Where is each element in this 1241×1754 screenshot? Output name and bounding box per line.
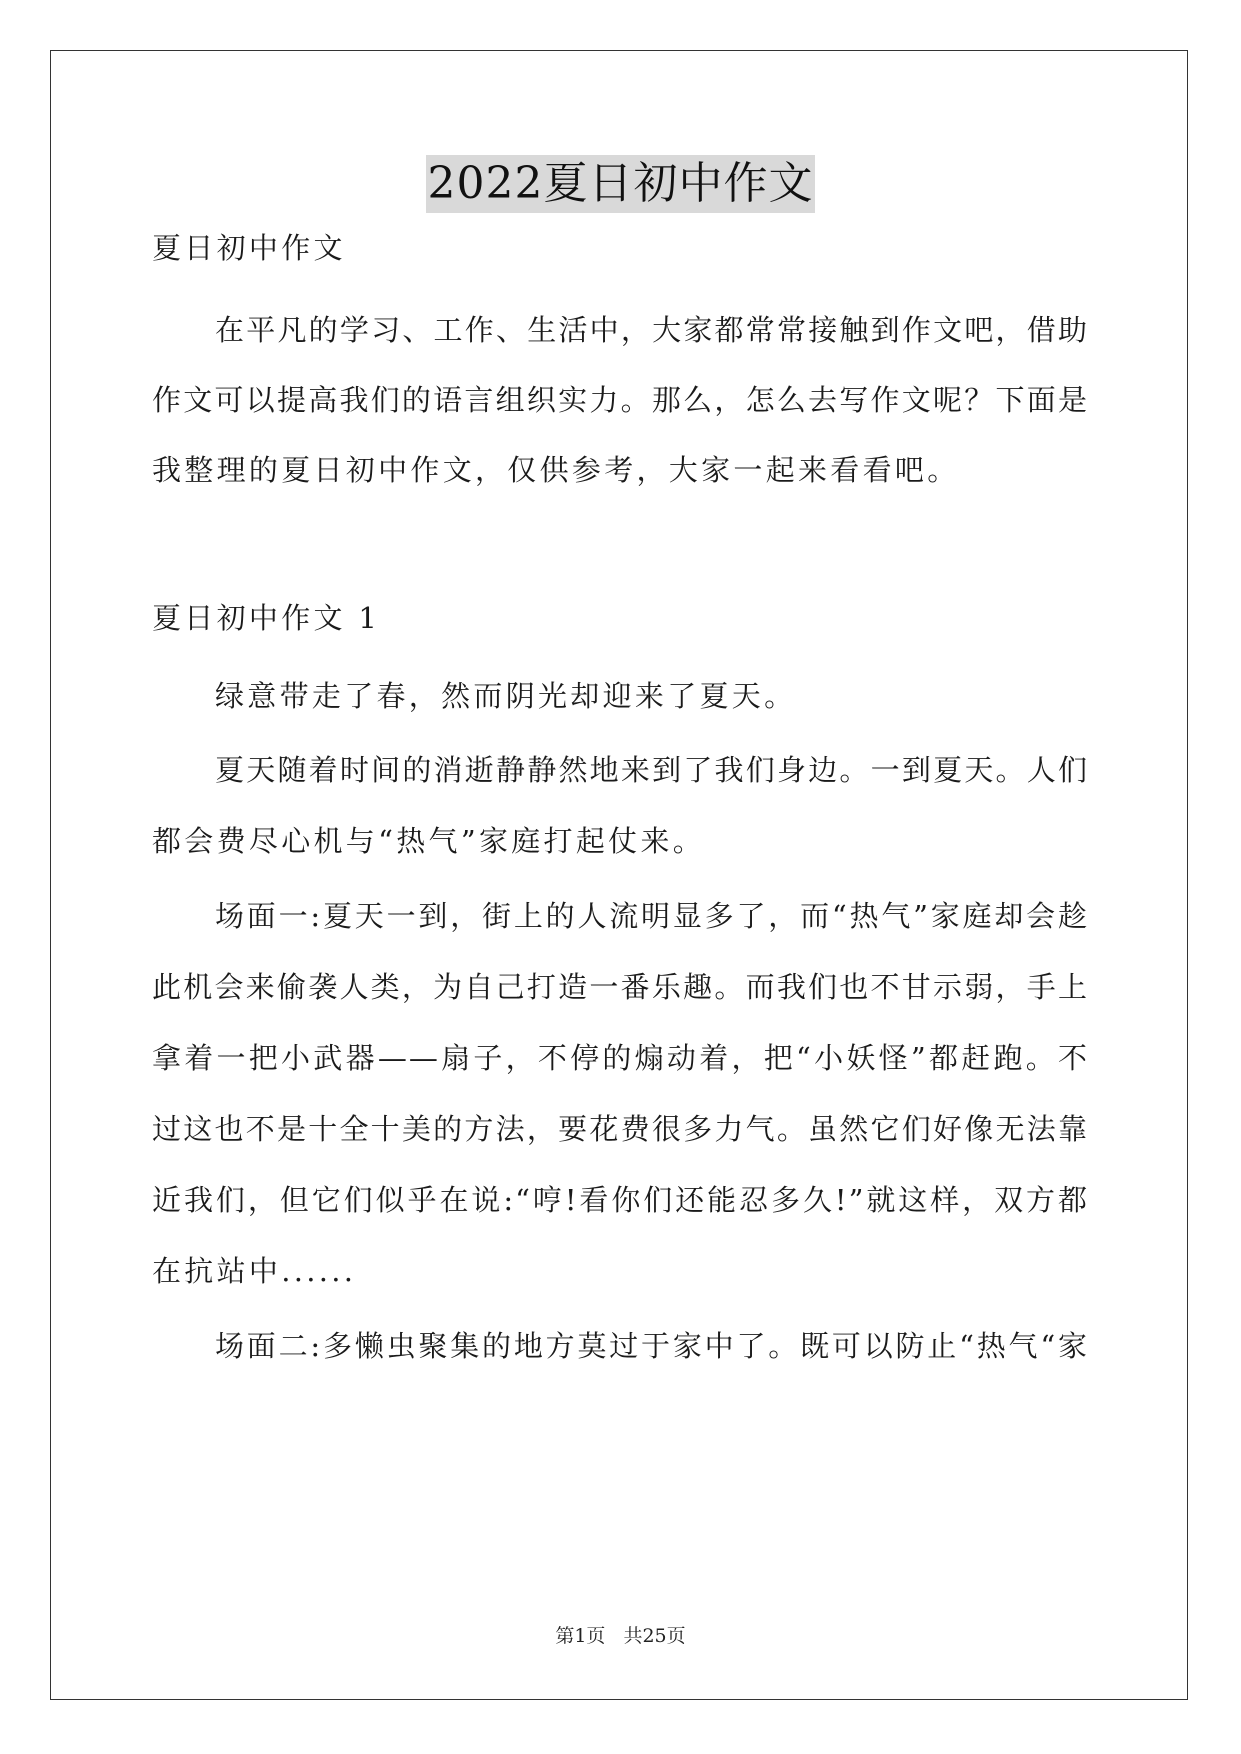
- paragraph-3-line-4: 过这也不是十全十美的方法，要花费很多力气。虽然它们好像无法靠: [152, 1112, 1089, 1146]
- paragraph-3-line-5: 近我们，但它们似乎在说:“哼!看你们还能忍多久!”就这样，双方都: [152, 1183, 1089, 1217]
- paragraph-1: 绿意带走了春，然而阴光却迎来了夏天。: [215, 679, 797, 713]
- paragraph-3-line-6: 在抗站中......: [152, 1254, 357, 1288]
- page-footer: [0, 1624, 1241, 1648]
- intro-line-3: 我整理的夏日初中作文，仅供参考，大家一起来看看吧。: [152, 453, 960, 487]
- intro-line-2: 作文可以提高我们的语言组织实力。那么，怎么去写作文呢？下面是: [152, 383, 1089, 417]
- paragraph-4-line-1: 场面二:多懒虫聚集的地方莫过于家中了。既可以防止“热气“家: [215, 1329, 1089, 1363]
- document-title: 2022夏日初中作文: [426, 155, 816, 213]
- page-number: 第1页: [555, 1625, 606, 1647]
- paragraph-3-line-3: 拿着一把小武器——扇子，不停的煽动着，把“小妖怪”都赶跑。不: [152, 1041, 1089, 1075]
- page-total: 共25页: [623, 1625, 686, 1647]
- section-heading: 夏日初中作文 1: [152, 601, 381, 635]
- title-container: [0, 155, 1241, 213]
- paragraph-3-line-2: 此机会来偷袭人类，为自己打造一番乐趣。而我们也不甘示弱，手上: [152, 970, 1089, 1004]
- page-border: [50, 50, 1188, 1700]
- paragraph-2-line-1: 夏天随着时间的消逝静静然地来到了我们身边。一到夏天。人们: [215, 753, 1089, 787]
- paragraph-2-line-2: 都会费尽心机与“热气”家庭打起仗来。: [152, 824, 706, 858]
- intro-line-1: 在平凡的学习、工作、生活中，大家都常常接触到作文吧，借助: [215, 313, 1089, 347]
- paragraph-3-line-1: 场面一:夏天一到，街上的人流明显多了，而“热气”家庭却会趁: [215, 899, 1089, 933]
- subtitle: 夏日初中作文: [152, 231, 346, 265]
